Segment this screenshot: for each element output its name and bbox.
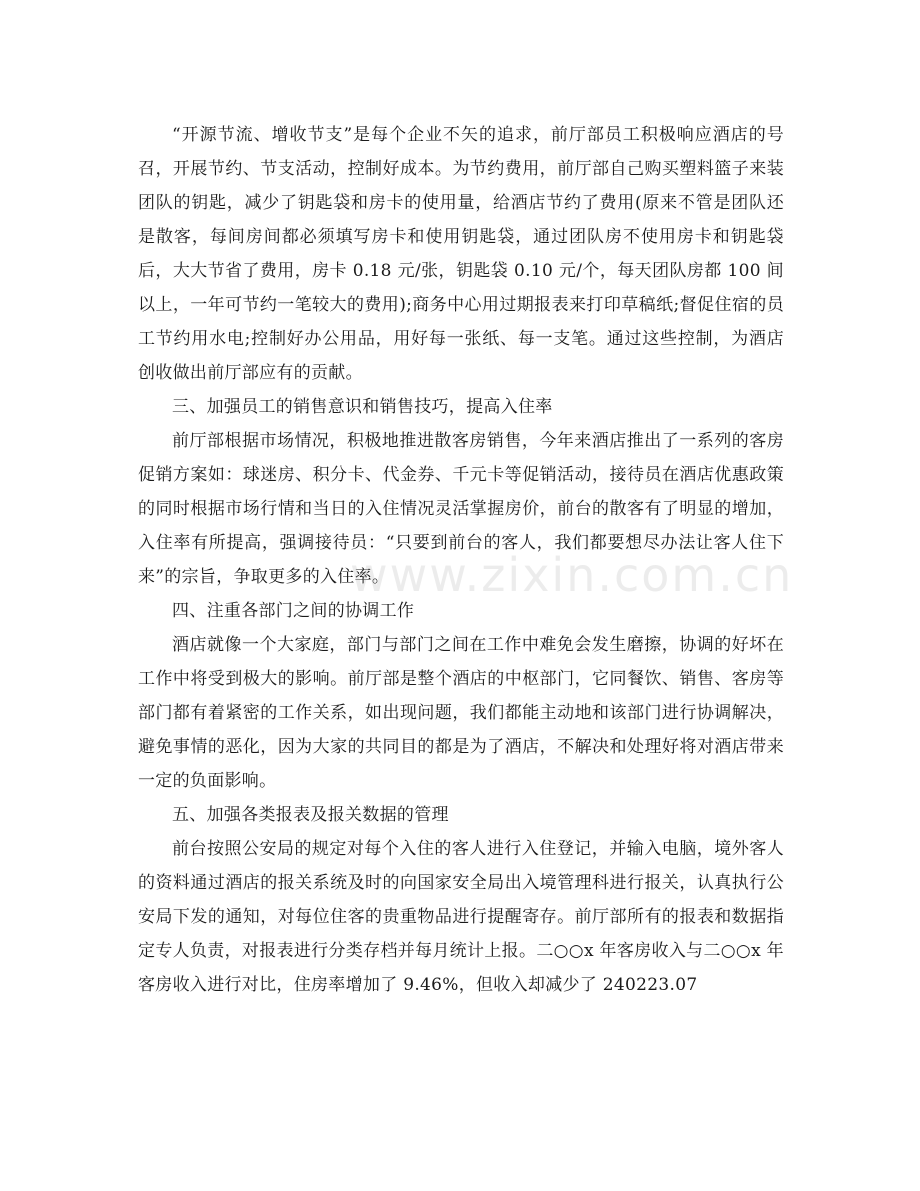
- paragraph-sales: 前厅部根据市场情况，积极地推进散客房销售，今年来酒店推出了一系列的客房促销方案如：球迷房、积分卡、代金券、千元卡等促销活动，接待员在酒店优惠政策的同时根据市场行情和当日的入住情况灵活掌握房价，前台的散客有了明显的增加，入住率有所提高，强调接待员：“只要到前台的客人，我们都要想尽办法让客人住下来”的宗旨，争取更多的入住率。: [138, 431, 784, 587]
- paragraph-reports: 前台按照公安局的规定对每个入住的客人进行入住登记，并输入电脑，境外客人的资料通过酒店的报关系统及时的向国家安全局出入境管理科进行报关，认真执行公安局下发的通知，对每位住客的贵重物品进行提醒寄存。前厅部所有的报表和数据指定专人负责，对报表进行分类存档并每月统计上报。二○○x 年客房收入与二○○x 年客房收入进行对比，住房率增加了 9.46%，但收入却减少了 240223.07: [138, 839, 784, 995]
- paragraph-cost-saving: “开源节流、增收节支”是每个企业不矢的追求，前厅部员工积极响应酒店的号召，开展节约、节支活动，控制好成本。为节约费用，前厅部自己购买塑料篮子来装团队的钥匙，减少了钥匙袋和房卡的使用量，给酒店节约了费用(原来不管是团队还是散客，每间房间都必须填写房卡和使用钥匙袋，通过团队房不使用房卡和钥匙袋后，大大节省了费用，房卡 0.18 元/张，钥匙袋 0.10 元/个，每天团队房都 100 间以上，一年可节约一笔较大的费用);商务中心用过期报表来打印草稿纸;督促住宿的员工节约用水电;控制好办公用品，用好每一张纸、每一支笔。通过这些控制，为酒店创收做出前厅部应有的贡献。: [138, 125, 784, 383]
- section-heading-five: 五、加强各类报表及报关数据的管理: [172, 805, 449, 825]
- document-body: [138, 118, 784, 1002]
- section-heading-three: 三、加强员工的销售意识和销售技巧，提高入住率: [172, 397, 553, 417]
- section-heading-four: 四、注重各部门之间的协调工作: [172, 601, 415, 621]
- paragraph-coordination: 酒店就像一个大家庭，部门与部门之间在工作中难免会发生磨擦，协调的好坏在工作中将受到极大的影响。前厅部是整个酒店的中枢部门，它同餐饮、销售、客房等部门都有着紧密的工作关系，如出现问题，我们都能主动地和该部门进行协调解决，避免事情的恶化，因为大家的共同目的都是为了酒店，不解决和处理好将对酒店带来一定的负面影响。: [138, 635, 784, 791]
- watermark: www.zixin.com.cn: [350, 548, 794, 602]
